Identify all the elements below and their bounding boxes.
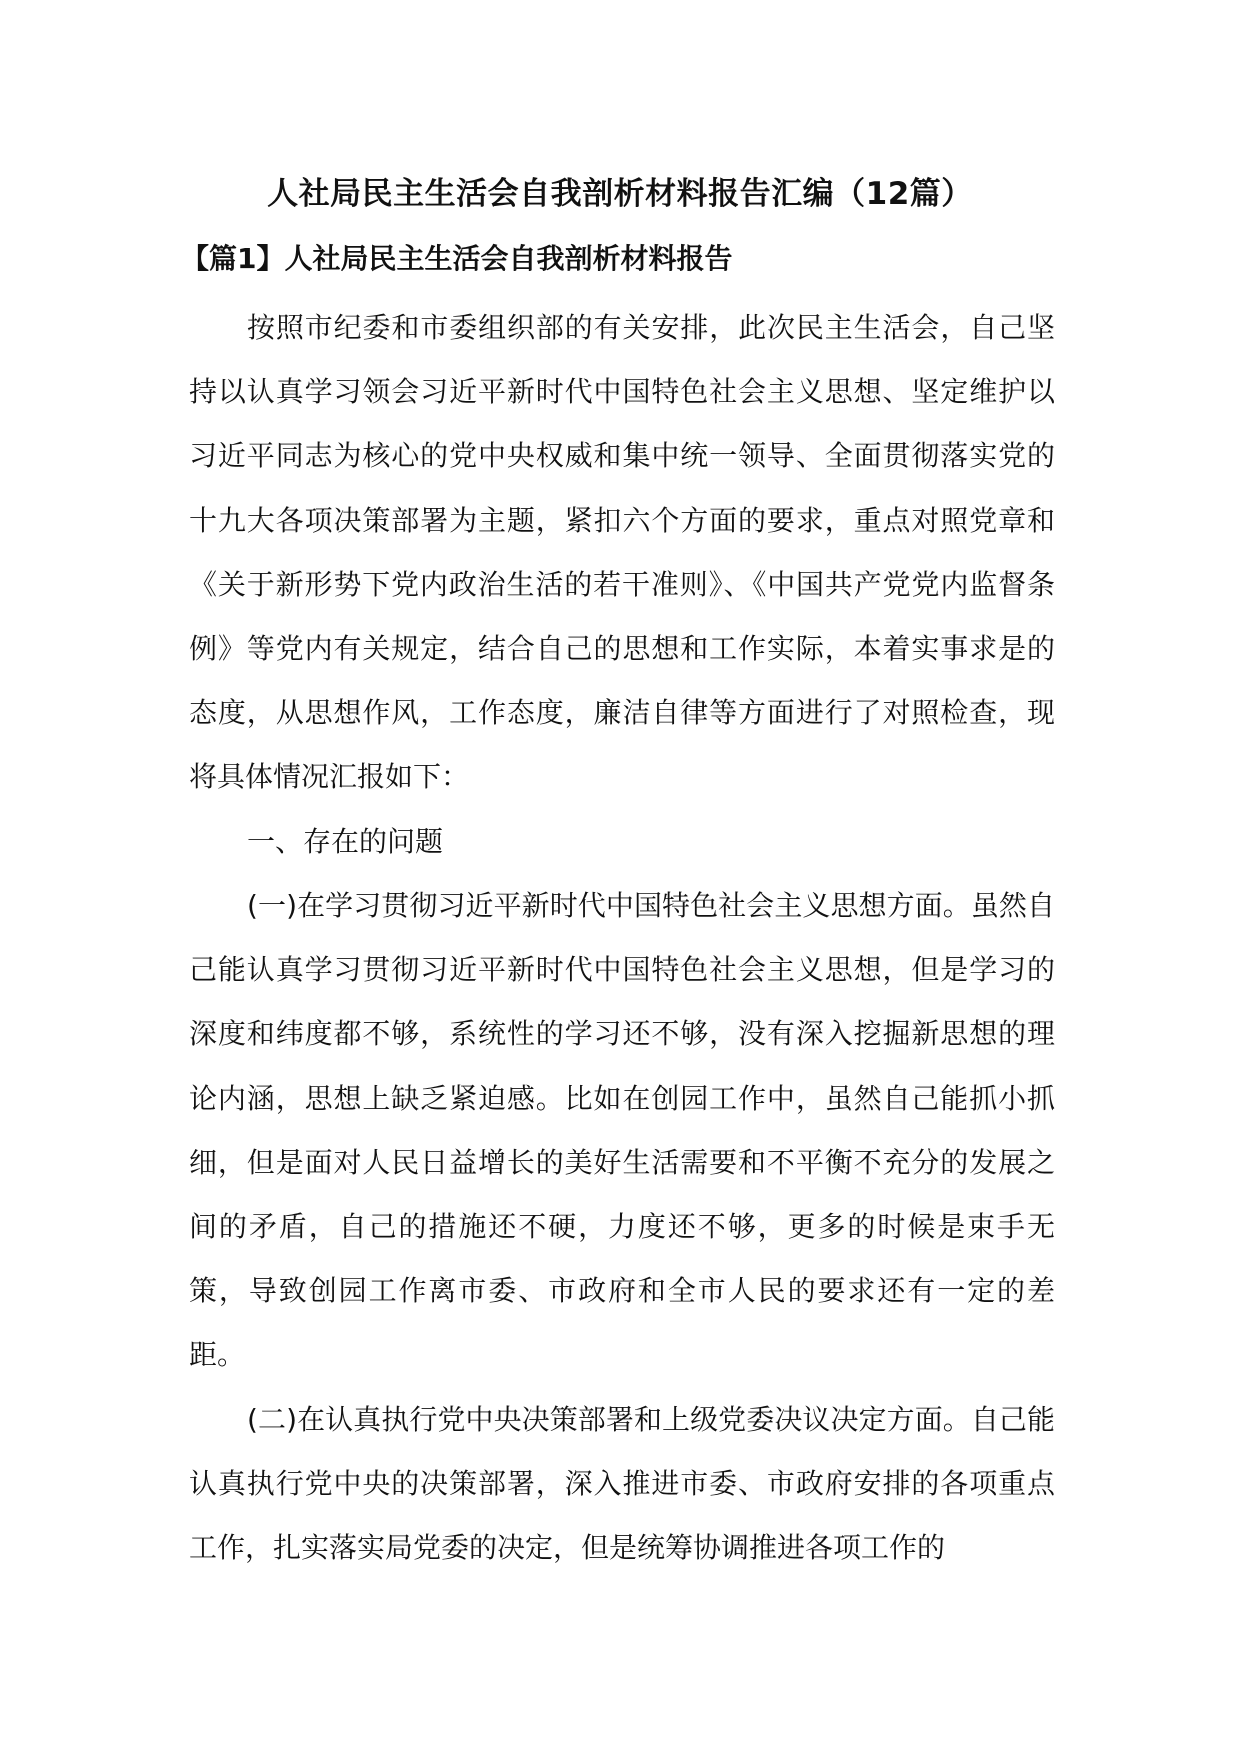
intro-paragraph: 按照市纪委和市委组织部的有关安排，此次民主生活会，自己坚持以认真学习领会习近平新时代中国特色社会主义思想、坚定维护以习近平同志为核心的党中央权威和集中统一领导、全面贯彻落实党的十九大各项决策部署为主题，紧扣六个方面的要求，重点对照党章和《关于新形势下党内政治生活的若干准则》、《中国共产党党内监督条例》等党内有关规定，结合自己的思想和工作实际，本着实事求是的态度，从思想作风，工作态度，廉洁自律等方面进行了对照检查，现将具体情况汇报如下： [189, 311, 1055, 794]
problem-paragraph-1: (一)在学习贯彻习近平新时代中国特色社会主义思想方面。虽然自己能认真学习贯彻习近平新时代中国特色社会主义思想，但是学习的深度和纬度都不够，系统性的学习还不够，没有深入挖掘新思想的理论内涵，思想上缺乏紧迫感。比如在创园工作中，虽然自己能抓小抓细，但是面对人民日益增长的美好生活需要和不平衡不充分的发展之间的矛盾，自己的措施还不硬，力度还不够，更多的时候是束手无策，导致创园工作离市委、市政府和全市人民的要求还有一定的差距。 [189, 889, 1055, 1372]
subheading-existing-problems: 一、存在的问题 [247, 825, 444, 858]
problem-paragraph-2: (二)在认真执行党中央决策部署和上级党委决议决定方面。自己能认真执行党中央的决策部署，深入推进市委、市政府安排的各项重点工作，扎实落实局党委的决定，但是统筹协调推进各项工作的 [189, 1403, 1055, 1565]
document-title: 人社局民主生活会自我剖析材料报告汇编（12篇） [267, 176, 973, 212]
section-heading: 【篇1】人社局民主生活会自我剖析材料报告 [181, 242, 733, 275]
